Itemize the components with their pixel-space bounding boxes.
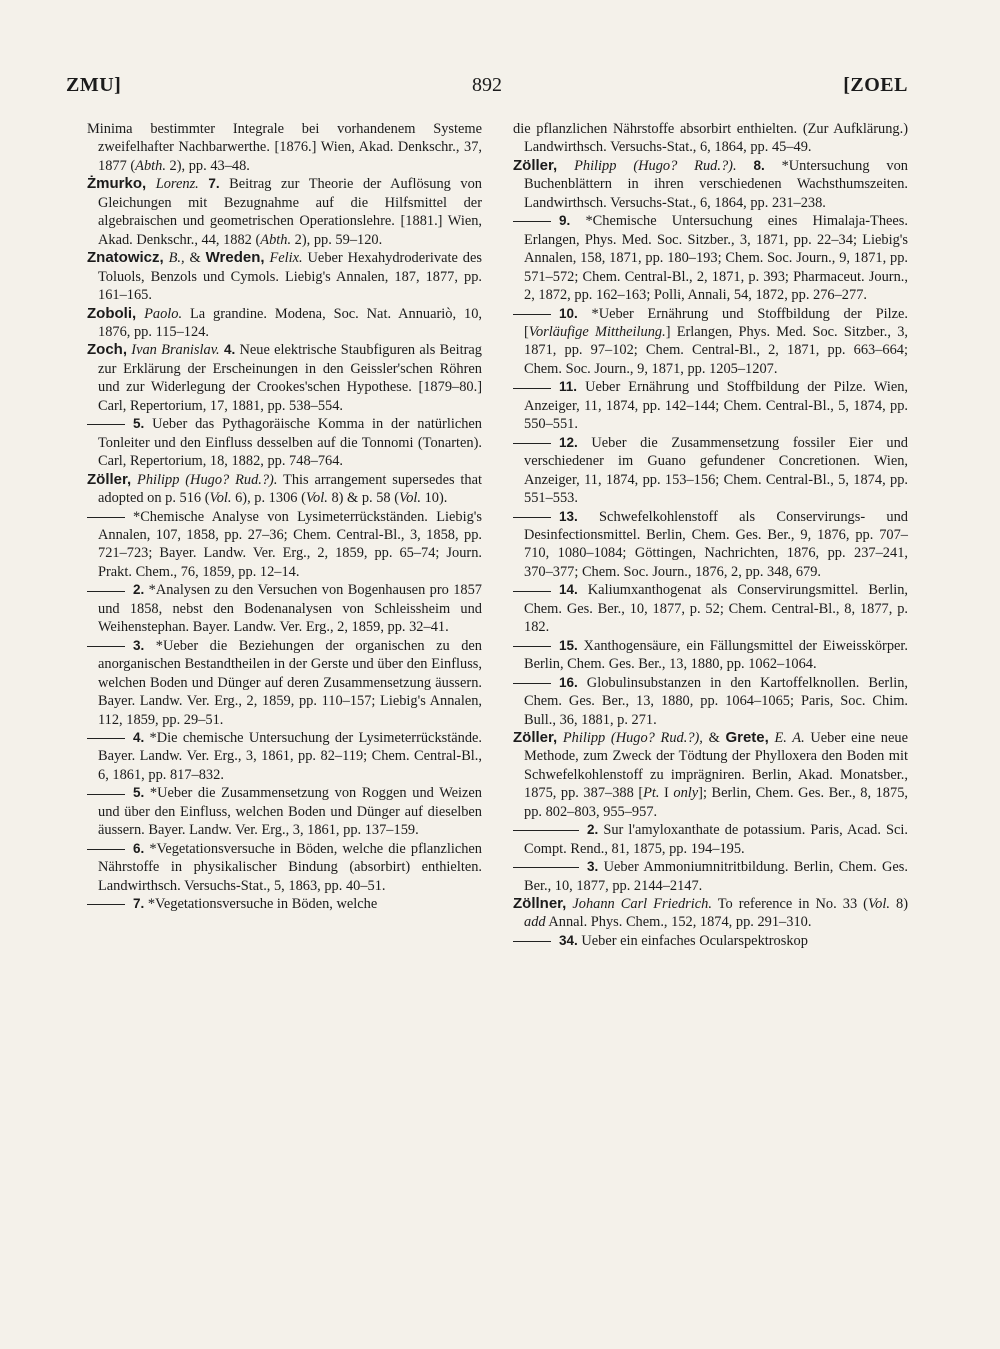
header-right-guide: [ZOEL	[843, 74, 908, 96]
ditto-rule	[87, 424, 125, 425]
bibliography-entry: Zöller, Philipp (Hugo? Rud.?). This arrangement supersedes that adopted on p. 516 (Vol. 6), p. 1306 (Vol. 8) & p. 58 (Vol. 10).	[87, 470, 482, 507]
ditto-rule	[513, 443, 551, 444]
bibliography-entry: 3. *Ueber die Beziehungen der organischen zu den anorganischen Bestandtheilen in der Gerste und über den Einfluss, welchen Boden und Dünger auf deren Zusammensetzung äussern. Bayer. Landw. Ver. Erg., 2, 1859, pp. 110–157; Liebig's Annalen, 112, 1859, pp. 29–51.	[87, 637, 482, 729]
ditto-rule	[513, 388, 551, 389]
bibliography-entry: 12. Ueber die Zusammensetzung fossiler Eier und verschiedener im Guano gefundener Concretionen. Wien, Anzeiger, 11, 1874, pp. 153–156; Chem. Central-Bl., 5, 1874, pp. 551–553.	[513, 434, 908, 508]
author-given-name: Philipp (Hugo? Rud.?).	[137, 471, 278, 488]
bibliography-entry: 9. *Chemische Untersuchung eines Himalaja-Thees. Erlangen, Phys. Med. Soc. Sitzber., 3, 1871, pp. 22–34; Liebig's Annalen, 158, 1871, pp. 180–193; Chem. Soc. Journ., 9, 1871, pp. 571–572; Chem. Central-Bl., 2, 1871, p. 393; Pharmaceut. Journ., 2, 1872, pp. 162–163; Polli, Annali, 54, 1872, pp. 276–277.	[513, 212, 908, 304]
ditto-rule	[87, 794, 125, 795]
author-given-name: B.,	[168, 250, 185, 267]
ditto-rule	[513, 517, 551, 518]
ditto-rule	[87, 646, 125, 647]
author-given-name: Paolo.	[144, 305, 183, 322]
entry-number: 9.	[559, 213, 571, 229]
bibliography-entry: Zöller, Philipp (Hugo? Rud.?). 8. *Untersuchung von Buchenblättern in ihren verschiedenen Wachsthumszeiten. Landwirthsch. Versuchs-Stat., 6, 1864, pp. 231–238.	[513, 156, 908, 211]
entry-number: 4.	[223, 342, 236, 358]
entry-number: 14.	[559, 582, 578, 598]
bibliography-entry: 16. Globulinsubstanzen in den Kartoffelknollen. Berlin, Chem. Ges. Ber., 13, 1880, pp. 1064–1065; Paris, Soc. Chim. Bull., 36, 1881, p. 271.	[513, 674, 908, 729]
entry-number: 34.	[559, 932, 578, 948]
author-name: Zoboli,	[87, 304, 137, 322]
entry-number: 3.	[587, 859, 599, 875]
ditto-rule	[513, 867, 579, 868]
author-name: Zoch,	[87, 341, 127, 359]
bibliography-entry: 34. Ueber ein einfaches Ocularspektroskop	[513, 932, 908, 950]
entry-number: 13.	[559, 508, 578, 524]
ditto-rule	[513, 221, 551, 222]
left-column	[87, 120, 482, 913]
bibliography-entry: 5. Ueber das Pythagoräische Komma in der natürlichen Tonleiter und den Einfluss desselben auf die Tonnomi (Tonarten). Carl, Repertorium, 18, 1882, pp. 748–764.	[87, 415, 482, 470]
bibliography-entry: 2. *Analysen zu den Versuchen von Bogenhausen pro 1857 und 1858, nebst den Bodenanalysen von Schleissheim und Weihenstephan. Bayer. Landw. Ver. Erg., 2, 1859, pp. 32–41.	[87, 581, 482, 636]
bibliography-entry: 11. Ueber Ernährung und Stoffbildung der Pilze. Wien, Anzeiger, 11, 1874, pp. 142–144; Chem. Central-Bl., 5, 1874, pp. 550–551.	[513, 378, 908, 433]
bibliography-entry: 10. *Ueber Ernährung und Stoffbildung der Pilze. [Vorläufige Mittheilung.] Erlangen, Phys. Med. Soc. Sitzber., 3, 1871, pp. 97–102; Chem. Central-Bl., 2, 1871, pp. 663–664; Chem. Soc. Journ., 9, 1871, pp. 1205–1207.	[513, 305, 908, 379]
bibliography-entry: Zöllner, Johann Carl Friedrich. To reference in No. 33 (Vol. 8) add Annal. Phys. Chem., 152, 1874, pp. 291–310.	[513, 895, 908, 931]
bibliography-entry: Zoch, Ivan Branislav. 4. Neue elektrische Staubfiguren als Beitrag zur Erklärung der Erscheinungen in den Geissler'schen Röhren und zur Widerlegung der Crookes'schen Hypothese. [1879–80.] Carl, Repertorium, 17, 1881, pp. 538–554.	[87, 341, 482, 414]
bibliography-entry: Zöller, Philipp (Hugo? Rud.?), & Grete, E. A. Ueber eine neue Methode, zum Zweck der Tödtung der Phylloxera den Boden mit Schwefelkohlenstoff zu imprägniren. Berlin, Akad. Monatsber., 1875, pp. 387–388 [Pt. I only]; Berlin, Chem. Ges. Ber., 8, 1875, pp. 802–803, 955–957.	[513, 728, 908, 820]
bibliography-entry: 3. Ueber Ammoniumnitritbildung. Berlin, Chem. Ges. Ber., 10, 1877, pp. 2144–2147.	[513, 858, 908, 895]
entry-number: 15.	[559, 637, 578, 653]
entry-number: 10.	[559, 305, 578, 321]
ditto-rule	[513, 941, 551, 942]
entry-number: 5.	[133, 416, 145, 432]
bibliography-entry: 6. *Vegetationsversuche in Böden, welche die pflanzlichen Nährstoffe in physikalischer Bindung (absorbirt) enthielten. Landwirthsch. Versuchs-Stat., 5, 1863, pp. 40–51.	[87, 840, 482, 895]
bibliography-entry: 5. *Ueber die Zusammensetzung von Roggen und Weizen und über den Einfluss, welchen Boden und Dünger auf dieselben äussern. Bayer. Landw. Ver. Erg., 3, 1861, pp. 137–159.	[87, 784, 482, 839]
ditto-rule	[87, 849, 125, 850]
author-given-name: Ivan Branislav.	[131, 342, 220, 359]
ditto-rule	[87, 517, 125, 518]
bibliography-entry: Żmurko, Lorenz. 7. Beitrag zur Theorie der Auflösung von Gleichungen mit Bezugnahme auf die Hilfsmittel der algebraischen und geometrischen Operationslehre. [1881.] Wien, Akad. Denkschr., 44, 1882 (Abth. 2), pp. 59–120.	[87, 175, 482, 248]
bibliography-entry: Minima bestimmter Integrale bei vorhandenem Systeme zweifelhafter Nachbarwerthe. [1876.] Wien, Akad. Denkschr., 37, 1877 (Abth. 2), pp. 43–48.	[87, 121, 482, 174]
entry-number: 7.	[208, 176, 220, 192]
bibliography-entry: 15. Xanthogensäure, ein Fällungsmittel der Eiweisskörper. Berlin, Chem. Ges. Ber., 13, 1880, pp. 1062–1064.	[513, 637, 908, 674]
author-name: Zöller,	[513, 156, 558, 174]
author-name: Zöller,	[513, 728, 558, 746]
bibliography-entry: Zoboli, Paolo. La grandine. Modena, Soc. Nat. Annuariò, 10, 1876, pp. 115–124.	[87, 304, 482, 340]
author-given-name: Johann Carl Friedrich.	[572, 896, 712, 913]
bibliography-entry: 4. *Die chemische Untersuchung der Lysimeterrückstände. Bayer. Landw. Ver. Erg., 3, 1861, pp. 82–119; Chem. Central-Bl., 6, 1861, pp. 817–832.	[87, 729, 482, 784]
author-given-name: Lorenz.	[155, 176, 199, 193]
ditto-rule	[513, 646, 551, 647]
author-name: Żmurko,	[87, 175, 147, 193]
entry-number: 6.	[133, 840, 145, 856]
header-left-guide: ZMU]	[66, 74, 122, 96]
bibliography-entry: 14. Kaliumxanthogenat als Conservirungsmittel. Berlin, Chem. Ges. Ber., 10, 1877, p. 52; Chem. Central-Bl., 8, 1877, p. 182.	[513, 581, 908, 636]
ditto-rule	[513, 314, 551, 315]
entry-number: 4.	[133, 729, 145, 745]
bibliography-entry: die pflanzlichen Nährstoffe absorbirt enthielten. (Zur Aufklärung.) Landwirthsch. Versuchs-Stat., 6, 1864, pp. 45–49.	[513, 121, 908, 156]
bibliography-entry: 2. Sur l'amyloxanthate de potassium. Paris, Acad. Sci. Compt. Rend., 81, 1875, pp. 194–195.	[513, 821, 908, 858]
bibliography-entry: *Chemische Analyse von Lysimeterrückständen. Liebig's Annalen, 107, 1858, pp. 27–36; Chem. Central-Bl., 3, 1858, pp. 721–723; Bayer. Landw. Ver. Erg., 2, 1859, pp. 65–74; Journ. Prakt. Chem., 76, 1859, pp. 12–14.	[87, 508, 482, 582]
ditto-rule	[513, 830, 579, 831]
author-name: Zöller,	[87, 470, 132, 488]
ditto-rule	[513, 591, 551, 592]
entry-number: 11.	[559, 379, 578, 395]
entry-number: 8.	[753, 157, 765, 173]
entry-number: 2.	[587, 822, 599, 838]
ditto-rule	[87, 738, 125, 739]
entry-number: 7.	[133, 896, 145, 912]
entry-number: 12.	[559, 434, 578, 450]
page-number: 892	[472, 74, 502, 96]
author-name: Zöllner,	[513, 895, 567, 913]
running-header	[66, 74, 908, 104]
entry-number: 16.	[559, 674, 578, 690]
right-column	[513, 120, 908, 950]
author-given-name: Philipp (Hugo? Rud.?).	[574, 157, 737, 174]
ditto-rule	[513, 683, 551, 684]
ditto-rule	[87, 591, 125, 592]
author-given-name: Philipp (Hugo? Rud.?),	[562, 729, 703, 746]
ditto-rule	[87, 904, 125, 905]
entry-number: 5.	[133, 785, 145, 801]
entry-number: 3.	[133, 637, 145, 653]
author-name: Znatowicz,	[87, 249, 164, 267]
entry-number: 2.	[133, 582, 145, 598]
bibliography-entry: 13. Schwefelkohlenstoff als Conservirungs- und Desinfectionsmittel. Berlin, Chem. Ges. Ber., 9, 1876, pp. 707–710, 1080–1084; Göttingen, Nachrichten, 1876, pp. 237–241, 370–377; Chem. Soc. Journ., 1876, 2, pp. 348, 679.	[513, 508, 908, 582]
bibliography-entry: 7. *Vegetationsversuche in Böden, welche	[87, 895, 482, 913]
bibliography-entry: Znatowicz, B., & Wreden, Felix. Ueber Hexahydroderivate des Toluols, Benzols und Cymols. Liebig's Annalen, 187, 1877, pp. 161–165.	[87, 249, 482, 304]
